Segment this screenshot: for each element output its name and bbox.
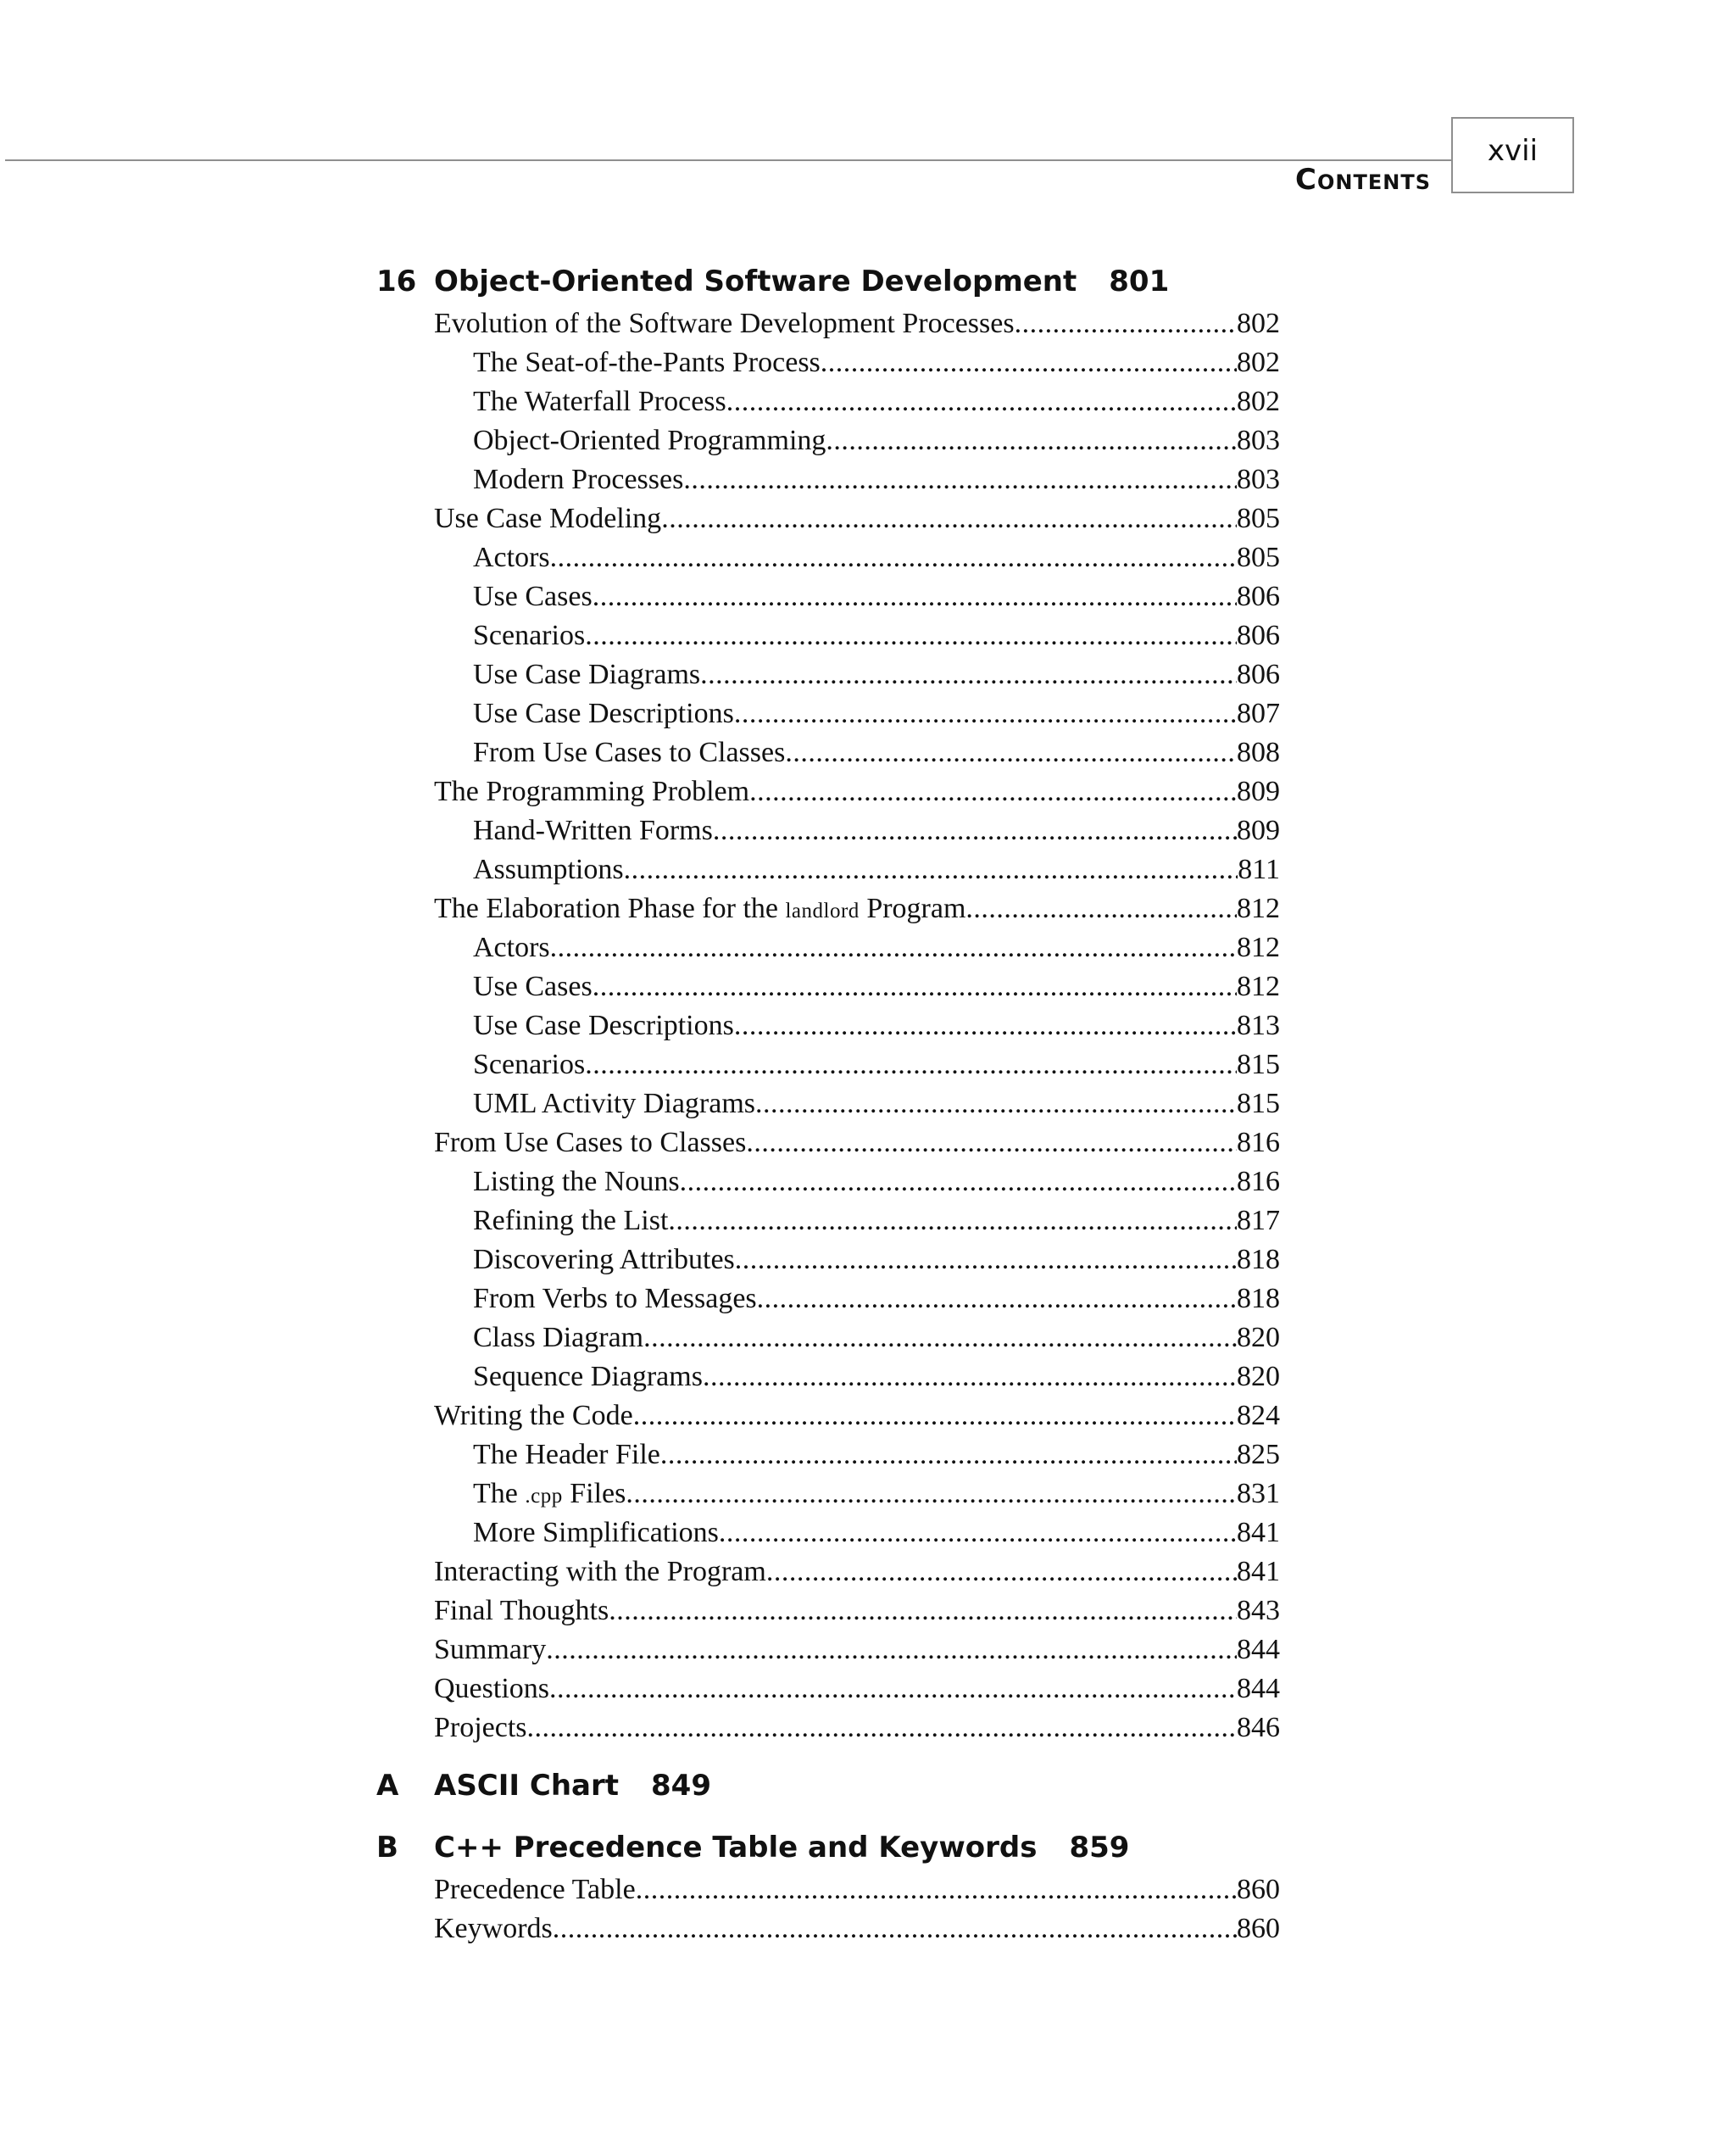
entry-page: 812 — [1237, 971, 1280, 1002]
entry-title: The Waterfall Process — [473, 386, 726, 417]
toc-entry — [434, 1630, 1280, 1669]
entry-title: Precedence Table — [434, 1874, 636, 1905]
dot-leader — [626, 1474, 1237, 1513]
dot-leader — [821, 343, 1237, 382]
dot-leader — [719, 1513, 1237, 1552]
toc-entry — [473, 694, 1280, 733]
entry-page: 802 — [1237, 347, 1280, 378]
entry-title: Evolution of the Software Development Processes — [434, 308, 1015, 339]
toc-entry — [473, 1201, 1280, 1240]
dot-leader — [785, 733, 1237, 772]
entry-page: 815 — [1237, 1088, 1280, 1119]
entry-page: 803 — [1237, 425, 1280, 456]
chapter-title: Object-Oriented Software Development — [434, 265, 1077, 298]
entry-page: 844 — [1237, 1634, 1280, 1665]
toc-entry — [434, 1591, 1280, 1630]
dot-leader — [660, 1435, 1237, 1474]
toc-entry — [473, 1162, 1280, 1201]
page-number-box — [1451, 117, 1574, 193]
entry-page: 817 — [1237, 1205, 1280, 1236]
entry-title: Use Case Modeling — [434, 503, 662, 534]
toc-entry — [473, 928, 1280, 967]
dot-leader — [593, 577, 1237, 616]
entry-page: 809 — [1237, 776, 1280, 807]
entry-title: Modern Processes — [473, 464, 684, 495]
chapter-title-group — [434, 262, 1169, 301]
entry-page: 813 — [1237, 1010, 1280, 1041]
entry-page: 816 — [1237, 1127, 1280, 1158]
entry-title: Questions — [434, 1673, 549, 1704]
entry-title-pre: The Elaboration Phase for the — [434, 893, 786, 924]
entry-title-smallcaps: .cpp — [525, 1485, 563, 1508]
toc-entry — [434, 1870, 1280, 1909]
chapter-title: C++ Precedence Table and Keywords — [434, 1831, 1038, 1865]
entry-title: The Header File — [473, 1439, 660, 1470]
dot-leader — [766, 1552, 1237, 1591]
dot-leader — [734, 1006, 1237, 1045]
chapter-page: 849 — [651, 1769, 711, 1803]
dot-leader — [661, 499, 1237, 538]
entry-page: 825 — [1237, 1439, 1280, 1470]
entry-title-post: Files — [562, 1478, 626, 1509]
entry-title: The Seat-of-the-Pants Process — [473, 347, 821, 378]
entry-title: Listing the Nouns — [473, 1166, 680, 1197]
toc-entry — [473, 421, 1280, 460]
chapter-page: 801 — [1109, 265, 1170, 298]
entry-title: Actors — [473, 542, 550, 573]
entry-page: 809 — [1237, 815, 1280, 846]
dot-leader — [593, 967, 1237, 1006]
chapter-heading-b — [376, 1828, 1309, 1867]
entry-page: 841 — [1237, 1556, 1280, 1587]
toc-entry — [473, 1474, 1280, 1513]
entry-title — [473, 1474, 626, 1516]
dot-leader — [546, 1630, 1237, 1669]
dot-leader — [680, 1162, 1237, 1201]
dot-leader — [643, 1318, 1237, 1357]
chapter-title-group — [434, 1828, 1129, 1867]
dot-leader — [757, 1279, 1237, 1318]
entry-title: More Simplifications — [473, 1517, 719, 1548]
entry-page: 815 — [1237, 1049, 1280, 1080]
toc-entry — [434, 1123, 1280, 1162]
dot-leader — [636, 1870, 1237, 1909]
toc-entry — [473, 733, 1280, 772]
dot-leader — [755, 1084, 1237, 1123]
entry-title: Refining the List — [473, 1205, 669, 1236]
entry-title: Writing the Code — [434, 1400, 633, 1431]
toc-entry — [473, 655, 1280, 694]
dot-leader — [700, 655, 1237, 694]
toc-entry — [473, 1357, 1280, 1396]
entry-page: 843 — [1237, 1595, 1280, 1626]
entry-title: UML Activity Diagrams — [473, 1088, 756, 1119]
entry-page: 808 — [1237, 737, 1280, 768]
entry-title: Actors — [473, 932, 550, 963]
toc-entry — [434, 304, 1280, 343]
entry-title: From Use Cases to Classes — [434, 1127, 747, 1158]
dot-leader — [746, 1123, 1237, 1162]
dot-leader — [624, 850, 1238, 889]
toc-entry — [473, 1318, 1280, 1357]
header-rule — [5, 159, 1451, 161]
toc-entry — [434, 1909, 1280, 1948]
chapter-heading-a — [376, 1766, 1309, 1805]
entry-page: 816 — [1237, 1166, 1280, 1197]
entry-title: Discovering Attributes — [473, 1244, 735, 1275]
entry-title: From Verbs to Messages — [473, 1283, 757, 1314]
entry-title: Projects — [434, 1712, 527, 1743]
dot-leader — [826, 421, 1237, 460]
toc-entry — [473, 382, 1280, 421]
entry-title: Hand-Written Forms — [473, 815, 713, 846]
entry-title: Use Cases — [473, 581, 593, 612]
dot-leader — [726, 382, 1237, 421]
chapter-number: A — [376, 1769, 399, 1803]
toc-entry — [473, 1045, 1280, 1084]
entry-page: 844 — [1237, 1673, 1280, 1704]
entry-page: 818 — [1237, 1283, 1280, 1314]
dot-leader — [585, 1045, 1237, 1084]
entry-title: Use Case Descriptions — [473, 1010, 734, 1041]
toc-entry — [434, 889, 1280, 928]
entry-page: 805 — [1237, 503, 1280, 534]
entry-title: Assumptions — [473, 854, 624, 885]
dot-leader — [585, 616, 1237, 655]
dot-leader — [735, 1240, 1237, 1279]
entry-title: Summary — [434, 1634, 547, 1665]
dot-leader — [549, 1669, 1237, 1708]
entry-title: Use Cases — [473, 971, 593, 1002]
dot-leader — [550, 538, 1237, 577]
entry-page: 860 — [1237, 1874, 1280, 1905]
dot-leader — [550, 928, 1237, 967]
dot-leader — [1015, 304, 1237, 343]
entry-title: Use Case Descriptions — [473, 698, 734, 729]
chapter-title: ASCII Chart — [434, 1769, 620, 1803]
entry-page: 812 — [1237, 932, 1280, 963]
toc-entry — [473, 1084, 1280, 1123]
entry-title-smallcaps: landlord — [785, 900, 860, 923]
entry-title: Use Case Diagrams — [473, 659, 701, 690]
dot-leader — [527, 1708, 1237, 1747]
entry-page: 841 — [1237, 1517, 1280, 1548]
toc-entry — [473, 850, 1280, 889]
entry-title: Scenarios — [473, 620, 586, 651]
entry-page: 803 — [1237, 464, 1280, 495]
dot-leader — [734, 694, 1237, 733]
entry-page: 820 — [1237, 1361, 1280, 1392]
toc-entry — [473, 460, 1280, 499]
entry-page: 802 — [1237, 386, 1280, 417]
toc-entry — [473, 1279, 1280, 1318]
toc-entry — [473, 1435, 1280, 1474]
page-number: xvii — [1487, 134, 1538, 168]
dot-leader — [713, 811, 1237, 850]
dot-leader — [553, 1909, 1237, 1948]
dot-leader — [749, 772, 1237, 811]
toc-entry — [473, 811, 1280, 850]
entry-title: From Use Cases to Classes — [473, 737, 786, 768]
entry-page: 831 — [1237, 1478, 1280, 1509]
toc-entry — [434, 1552, 1280, 1591]
toc-entry — [473, 577, 1280, 616]
entry-title: Interacting with the Program — [434, 1556, 766, 1587]
entry-page: 807 — [1237, 698, 1280, 729]
chapter-page: 859 — [1069, 1831, 1130, 1865]
toc-entry — [473, 616, 1280, 655]
toc-entry — [434, 772, 1280, 811]
entry-title: Sequence Diagrams — [473, 1361, 703, 1392]
toc-entry — [473, 967, 1280, 1006]
entry-title: Keywords — [434, 1913, 553, 1944]
entry-title-post: Program — [859, 893, 966, 924]
toc-entry — [434, 1396, 1280, 1435]
entry-page: 824 — [1237, 1400, 1280, 1431]
entry-title: Class Diagram — [473, 1322, 644, 1353]
chapter-number: 16 — [376, 265, 417, 298]
toc-entry — [473, 1513, 1280, 1552]
chapter-title-group — [434, 1766, 711, 1805]
entry-title — [434, 889, 965, 931]
toc-entry — [434, 1669, 1280, 1708]
entry-page: 818 — [1237, 1244, 1280, 1275]
entry-page: 805 — [1237, 542, 1280, 573]
entry-page: 812 — [1237, 893, 1280, 924]
entry-page: 806 — [1237, 659, 1280, 690]
toc-entry — [434, 1708, 1280, 1747]
entry-title: Final Thoughts — [434, 1595, 609, 1626]
dot-leader — [609, 1591, 1237, 1630]
dot-leader — [965, 889, 1237, 928]
toc-entry — [473, 1240, 1280, 1279]
entry-page: 806 — [1237, 620, 1280, 651]
entry-page: 811 — [1238, 854, 1280, 885]
toc-entry — [473, 538, 1280, 577]
entry-title: The Programming Problem — [434, 776, 750, 807]
dot-leader — [668, 1201, 1237, 1240]
dot-leader — [703, 1357, 1237, 1396]
running-header: Contents — [1295, 163, 1431, 197]
entry-page: 806 — [1237, 581, 1280, 612]
entry-title: Scenarios — [473, 1049, 586, 1080]
entry-page: 846 — [1237, 1712, 1280, 1743]
toc-entry — [434, 499, 1280, 538]
entry-title-pre: The — [473, 1478, 526, 1509]
entry-title: Object-Oriented Programming — [473, 425, 826, 456]
toc-entry — [473, 1006, 1280, 1045]
entry-page: 820 — [1237, 1322, 1280, 1353]
chapter-number: B — [376, 1831, 398, 1865]
chapter-heading-16 — [376, 262, 1309, 301]
entry-page: 860 — [1237, 1913, 1280, 1944]
dot-leader — [683, 460, 1237, 499]
entry-page: 802 — [1237, 308, 1280, 339]
dot-leader — [633, 1396, 1237, 1435]
toc-entry — [473, 343, 1280, 382]
